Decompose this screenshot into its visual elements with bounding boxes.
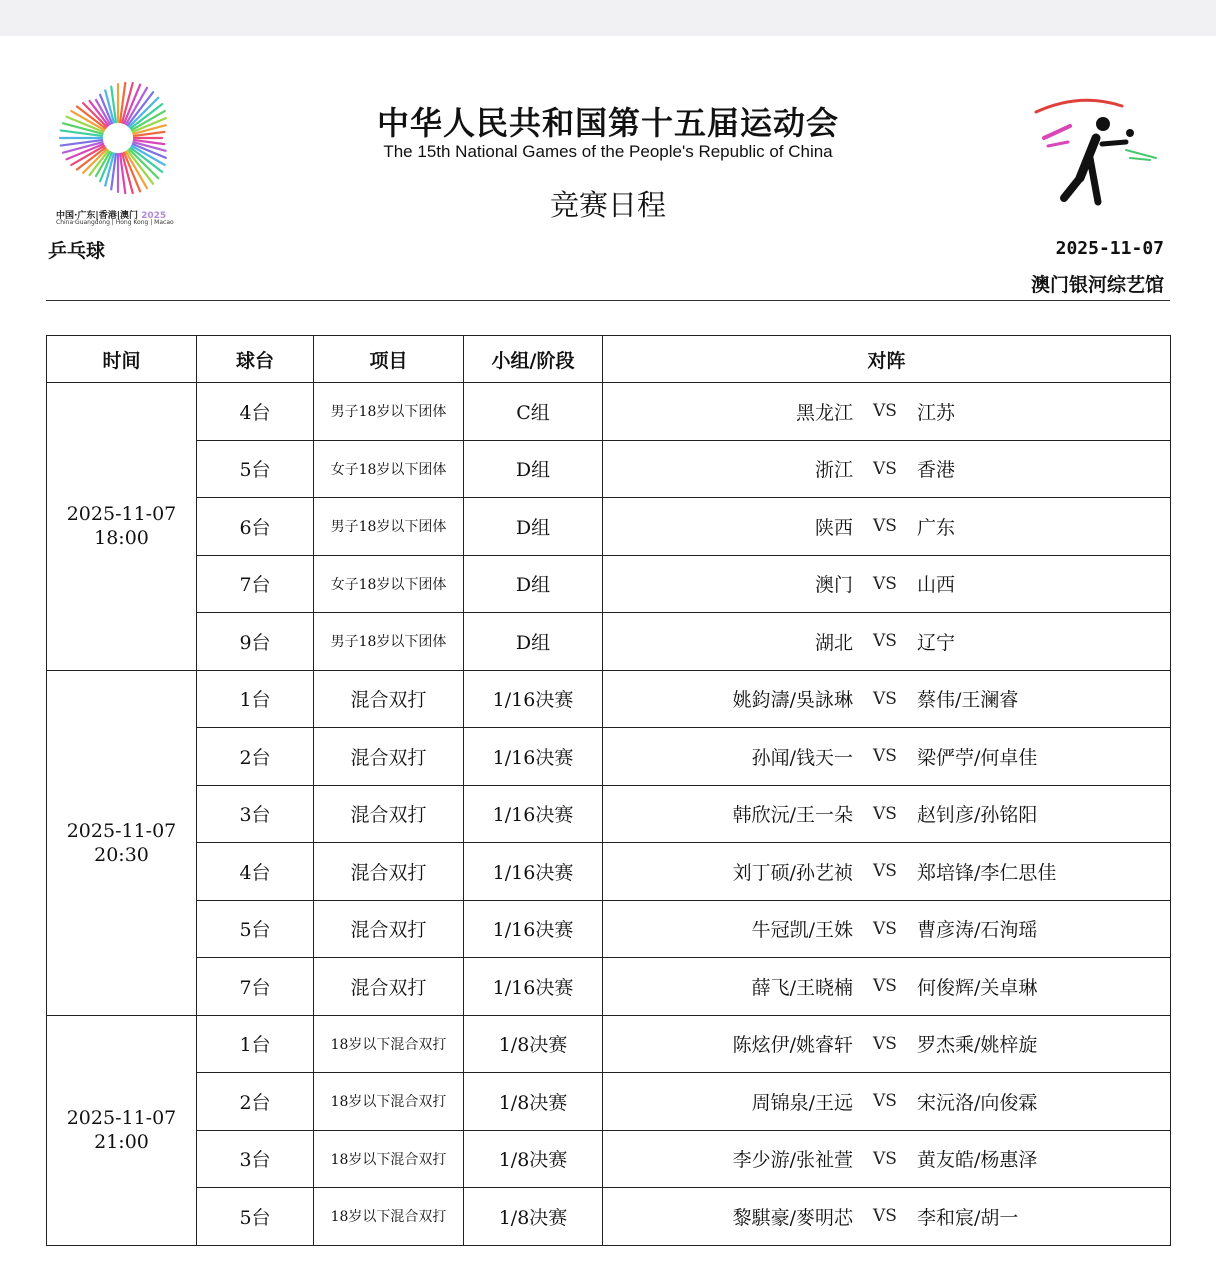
event-cell: 18岁以下混合双打 xyxy=(314,1130,464,1188)
side-a: 黎騏豪/麥明芯 xyxy=(732,1206,853,1229)
stage-cell: D组 xyxy=(464,613,603,671)
versus-label: VS xyxy=(873,401,897,422)
side-b: 蔡伟/王澜睿 xyxy=(917,689,1019,712)
table-number-cell: 3台 xyxy=(197,785,314,843)
versus-label: VS xyxy=(873,688,897,709)
versus-label: VS xyxy=(873,1091,897,1112)
table-number-cell: 7台 xyxy=(197,958,314,1016)
matchup-cell xyxy=(603,498,1171,556)
matchup xyxy=(603,455,1170,482)
col-header-time: 时间 xyxy=(47,336,197,383)
event-cell: 混合双打 xyxy=(314,843,464,901)
side-b: 曹彦涛/石洵瑶 xyxy=(917,919,1038,942)
versus-label: VS xyxy=(873,631,897,652)
side-a: 澳门 xyxy=(814,574,853,597)
side-a: 湖北 xyxy=(814,631,853,654)
table-row xyxy=(47,728,1171,786)
stage-cell: 1/8决赛 xyxy=(464,1015,603,1073)
stage-cell: D组 xyxy=(464,555,603,613)
matchup xyxy=(603,1203,1170,1230)
side-b: 宋沅洛/向俊霖 xyxy=(917,1091,1038,1114)
event-cell: 混合双打 xyxy=(314,900,464,958)
table-row xyxy=(47,900,1171,958)
time-cell xyxy=(47,1015,197,1245)
stage-cell: 1/16决赛 xyxy=(464,728,603,786)
time-clock: 18:00 xyxy=(94,527,149,550)
stage-cell: 1/16决赛 xyxy=(464,958,603,1016)
stage-cell: 1/16决赛 xyxy=(464,670,603,728)
table-number-cell: 1台 xyxy=(197,1015,314,1073)
matchup xyxy=(603,628,1170,655)
side-a: 孙闻/钱天一 xyxy=(751,746,853,769)
side-b: 梁俨苧/何卓佳 xyxy=(917,746,1038,769)
side-a: 陕西 xyxy=(814,516,853,539)
event-cell: 混合双打 xyxy=(314,785,464,843)
time-date: 2025-11-07 xyxy=(66,819,177,842)
side-a: 韩欣沅/王一朵 xyxy=(732,804,853,827)
table-row xyxy=(47,383,1171,441)
event-cell: 女子18岁以下团体 xyxy=(314,440,464,498)
page-title: 中华人民共和国第十五届运动会 xyxy=(376,104,839,142)
matchup xyxy=(603,570,1170,597)
versus-label: VS xyxy=(873,803,897,824)
page-subtitle: 竞赛日程 xyxy=(549,188,666,222)
matchup-cell xyxy=(603,1015,1171,1073)
table-row xyxy=(47,1073,1171,1131)
stage-cell: 1/8决赛 xyxy=(464,1073,603,1131)
stage-cell: C组 xyxy=(464,383,603,441)
matchup xyxy=(603,1088,1170,1115)
table-row xyxy=(47,958,1171,1016)
side-b: 江苏 xyxy=(917,401,956,424)
versus-label: VS xyxy=(873,918,897,939)
side-b: 赵钊彦/孙铭阳 xyxy=(917,804,1038,827)
side-b: 黄友皓/杨惠泽 xyxy=(917,1149,1038,1172)
stage-cell: D组 xyxy=(464,440,603,498)
col-header-event: 项目 xyxy=(314,336,464,383)
event-cell: 混合双打 xyxy=(314,670,464,728)
time-date: 2025-11-07 xyxy=(66,1107,177,1129)
matchup-cell xyxy=(603,440,1171,498)
matchup-cell xyxy=(603,383,1171,441)
table-row xyxy=(47,1015,1171,1073)
matchup-cell xyxy=(603,613,1171,671)
matchup-cell xyxy=(603,1073,1171,1131)
stage-cell: 1/16决赛 xyxy=(464,900,603,958)
sport-name: 乒乓球 xyxy=(48,240,106,262)
table-row xyxy=(47,440,1171,498)
side-b: 辽宁 xyxy=(917,631,956,654)
table-row xyxy=(47,843,1171,901)
versus-label: VS xyxy=(873,746,897,767)
side-a: 陈炫伊/姚睿轩 xyxy=(732,1034,853,1057)
table-tennis-pictogram-icon xyxy=(1030,98,1160,210)
emblem-caption-regions: 中国·广东|香港|澳门 xyxy=(56,211,138,221)
header-divider xyxy=(46,300,1170,301)
time-cell xyxy=(47,670,197,1015)
table-row xyxy=(47,498,1171,556)
matchup xyxy=(603,973,1170,1000)
table-number-cell: 5台 xyxy=(197,1188,314,1246)
venue-name: 澳门银河综艺馆 xyxy=(1030,274,1164,296)
side-b: 郑培锋/李仁思佳 xyxy=(917,861,1057,884)
table-number-cell: 1台 xyxy=(197,670,314,728)
matchup-cell xyxy=(603,728,1171,786)
table-number-cell: 2台 xyxy=(197,1073,314,1131)
event-cell: 男子18岁以下团体 xyxy=(314,498,464,556)
matchup xyxy=(603,1030,1170,1057)
event-cell: 18岁以下混合双打 xyxy=(314,1015,464,1073)
col-header-table: 球台 xyxy=(197,336,314,383)
stage-cell: 1/16决赛 xyxy=(464,785,603,843)
table-number-cell: 5台 xyxy=(197,440,314,498)
side-b: 罗杰乘/姚梓旋 xyxy=(917,1034,1038,1057)
table-number-cell: 4台 xyxy=(197,383,314,441)
matchup xyxy=(603,398,1170,425)
browser-top-bar xyxy=(0,0,1216,36)
matchup xyxy=(603,685,1170,712)
side-a: 浙江 xyxy=(814,459,853,482)
table-number-cell: 7台 xyxy=(197,555,314,613)
matchup-cell xyxy=(603,785,1171,843)
table-header-row xyxy=(47,336,1171,383)
time-clock: 20:30 xyxy=(94,843,149,866)
schedule-table xyxy=(46,335,1171,1246)
time-cell xyxy=(47,383,197,671)
side-b: 李和宸/胡一 xyxy=(917,1206,1019,1229)
matchup-cell xyxy=(603,1130,1171,1188)
col-header-matchup: 对阵 xyxy=(603,336,1171,383)
event-cell: 18岁以下混合双打 xyxy=(314,1073,464,1131)
versus-label: VS xyxy=(873,1033,897,1054)
matchup xyxy=(603,743,1170,770)
matchup-cell xyxy=(603,670,1171,728)
stage-cell: 1/8决赛 xyxy=(464,1188,603,1246)
table-tennis-pictogram xyxy=(1030,98,1160,210)
table-number-cell: 6台 xyxy=(197,498,314,556)
matchup xyxy=(603,800,1170,827)
event-cell: 18岁以下混合双打 xyxy=(314,1188,464,1246)
table-row xyxy=(47,613,1171,671)
matchup-cell xyxy=(603,1188,1171,1246)
side-b: 香港 xyxy=(917,459,956,482)
emblem-caption-year: 2025 xyxy=(141,211,167,221)
versus-label: VS xyxy=(873,976,897,997)
time-date: 2025-11-07 xyxy=(66,503,177,526)
side-a: 姚鈞濤/吳詠琳 xyxy=(732,689,853,712)
side-a: 黑龙江 xyxy=(795,401,853,424)
stage-cell: 1/16决赛 xyxy=(464,843,603,901)
versus-label: VS xyxy=(873,516,897,537)
table-row xyxy=(47,1130,1171,1188)
side-a: 牛冠凯/王姝 xyxy=(751,919,853,942)
event-cell: 混合双打 xyxy=(314,728,464,786)
table-number-cell: 3台 xyxy=(197,1130,314,1188)
emblem-caption-en: China·Guangdong | Hong Kong | Macao xyxy=(56,219,174,226)
table-number-cell: 2台 xyxy=(197,728,314,786)
col-header-stage: 小组/阶段 xyxy=(464,336,603,383)
table-row xyxy=(47,670,1171,728)
side-a: 刘丁硕/孙艺祯 xyxy=(732,861,853,884)
matchup-cell xyxy=(603,958,1171,1016)
page-title-en: The 15th National Games of the People's Republic of China xyxy=(383,142,833,161)
matchup xyxy=(603,915,1170,942)
versus-label: VS xyxy=(873,458,897,479)
matchup xyxy=(603,513,1170,540)
versus-label: VS xyxy=(873,573,897,594)
event-cell: 男子18岁以下团体 xyxy=(314,383,464,441)
matchup-cell xyxy=(603,900,1171,958)
schedule-date: 2025-11-07 xyxy=(1055,238,1164,259)
stage-cell: D组 xyxy=(464,498,603,556)
side-a: 周锦泉/王远 xyxy=(751,1091,853,1114)
stage-cell: 1/8决赛 xyxy=(464,1130,603,1188)
versus-label: VS xyxy=(873,1148,897,1169)
table-body xyxy=(47,383,1171,1246)
time-clock: 21:00 xyxy=(94,1131,149,1153)
side-a: 李少游/张祉萱 xyxy=(732,1149,853,1172)
table-row xyxy=(47,785,1171,843)
table-number-cell: 9台 xyxy=(197,613,314,671)
versus-label: VS xyxy=(873,1206,897,1227)
table-number-cell: 4台 xyxy=(197,843,314,901)
side-a: 薛飞/王晓楠 xyxy=(751,976,853,999)
versus-label: VS xyxy=(873,861,897,882)
side-b: 广东 xyxy=(917,516,956,539)
table-row xyxy=(47,1188,1171,1246)
table-row xyxy=(47,555,1171,613)
matchup xyxy=(603,1145,1170,1172)
matchup xyxy=(603,858,1170,885)
matchup-cell xyxy=(603,555,1171,613)
side-b: 何俊辉/关卓琳 xyxy=(917,976,1038,999)
side-b: 山西 xyxy=(917,574,956,597)
table-number-cell: 5台 xyxy=(197,900,314,958)
event-cell: 女子18岁以下团体 xyxy=(314,555,464,613)
event-cell: 混合双打 xyxy=(314,958,464,1016)
event-cell: 男子18岁以下团体 xyxy=(314,613,464,671)
matchup-cell xyxy=(603,843,1171,901)
